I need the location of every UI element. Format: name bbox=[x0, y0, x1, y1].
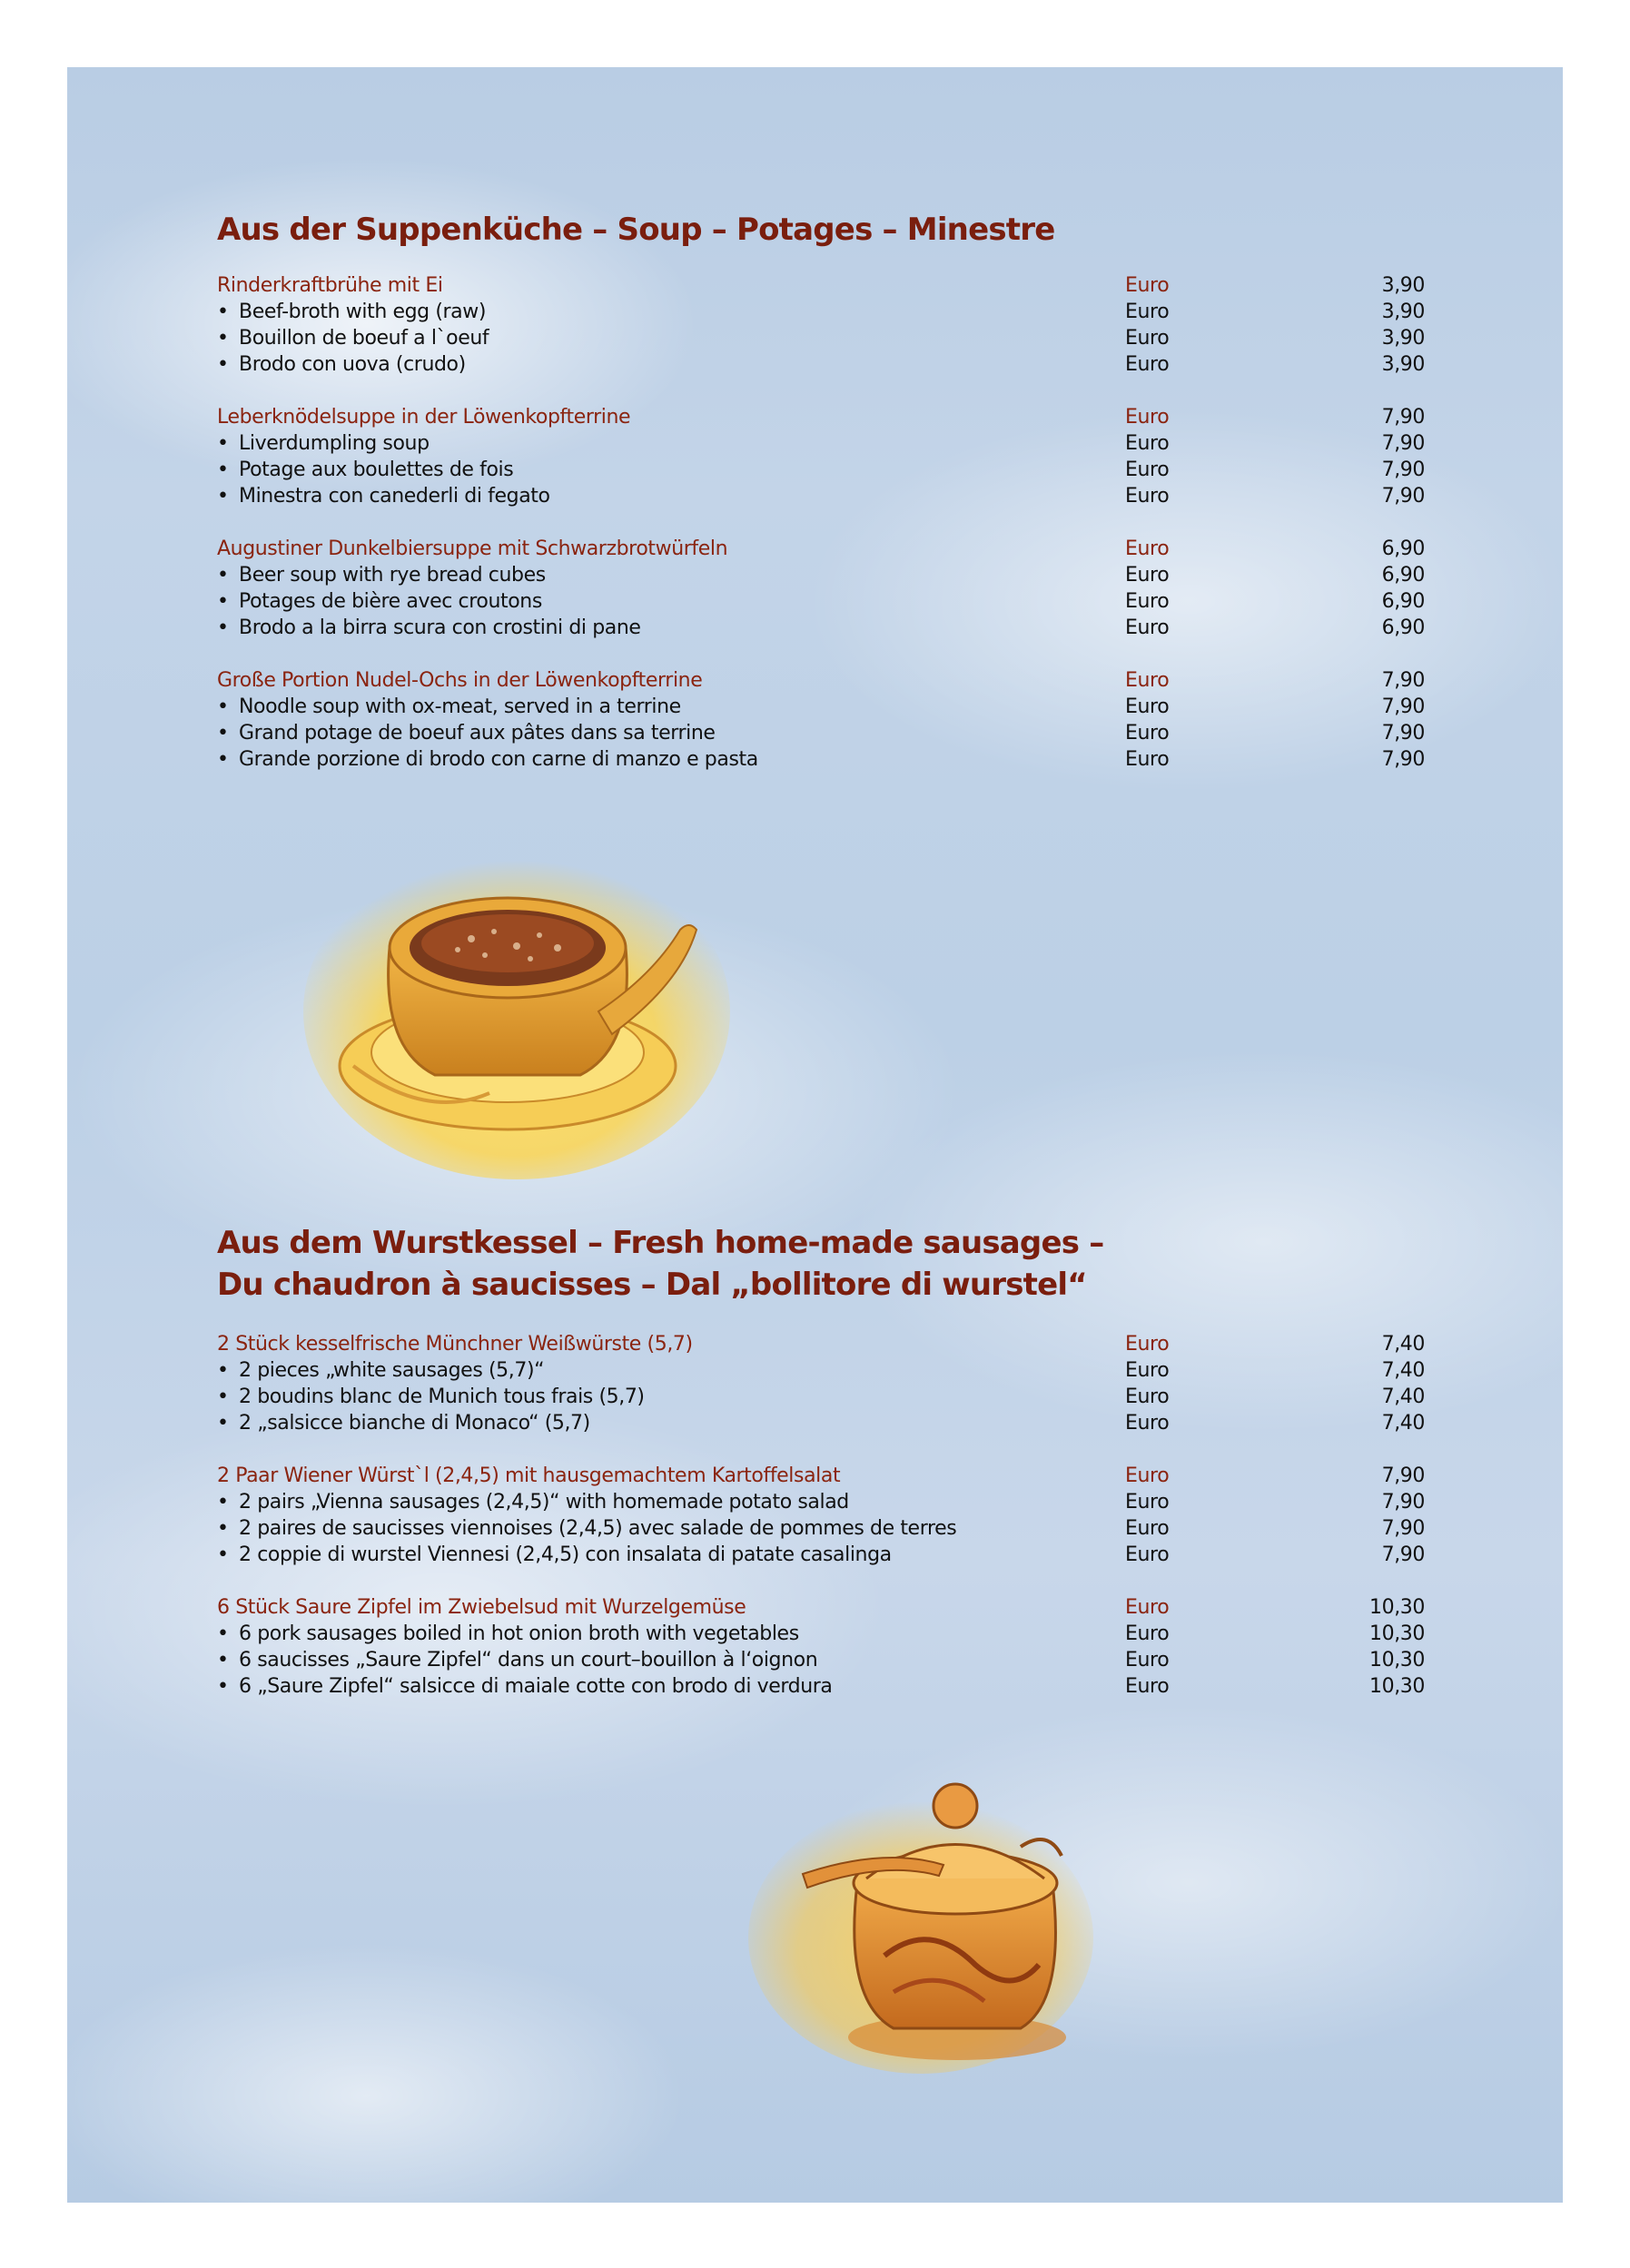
bullet-icon: • bbox=[217, 301, 229, 323]
bullet-icon: • bbox=[217, 695, 229, 718]
sausage-section-title bbox=[217, 1222, 1103, 1306]
bullet-icon: • bbox=[217, 1675, 229, 1698]
bullet-icon: • bbox=[217, 616, 229, 639]
menu-item-translation: • Beer soup with rye bread cubes Euro 6,90 bbox=[217, 564, 1425, 587]
menu-item-translation: • Minestra con canederli di fegato Euro 7,90 bbox=[217, 485, 1425, 508]
bullet-icon: • bbox=[217, 590, 229, 613]
menu-item-heading: 6 Stück Saure Zipfel im Zwiebelsud mit Wurzelgemüse Euro 10,30 bbox=[217, 1596, 1425, 1619]
soup-section-title bbox=[217, 209, 1054, 251]
sausage-title-line-2: Du chaudron à saucisses – Dal „bollitore di wurstel“ bbox=[217, 1267, 1087, 1303]
bullet-icon: • bbox=[217, 459, 229, 481]
menu-item-translation: • Potage aux boulettes de fois Euro 7,90 bbox=[217, 459, 1425, 481]
bullet-icon: • bbox=[217, 432, 229, 455]
sausage-title-line-1: Aus dem Wurstkessel – Fresh home-made sausages – bbox=[217, 1225, 1104, 1261]
menu-item-translation: • 6 pork sausages boiled in hot onion broth with vegetables Euro 10,30 bbox=[217, 1622, 1425, 1645]
menu-item-wiener-wuerstl bbox=[217, 1463, 1425, 1568]
bullet-icon: • bbox=[217, 353, 229, 376]
bullet-icon: • bbox=[217, 564, 229, 587]
bullet-icon: • bbox=[217, 1517, 229, 1540]
menu-item-translation: • Grande porzione di brodo con carne di manzo e pasta Euro 7,90 bbox=[217, 748, 1425, 771]
menu-item-heading: 2 Stück kesselfrische Münchner Weißwürste (5,7) Euro 7,40 bbox=[217, 1333, 1425, 1356]
menu-item-translation: • Brodo a la birra scura con crostini di pane Euro 6,90 bbox=[217, 616, 1425, 639]
bullet-icon: • bbox=[217, 1385, 229, 1408]
menu-item-translation: • Potages de bière avec croutons Euro 6,90 bbox=[217, 590, 1425, 613]
bullet-icon: • bbox=[217, 1543, 229, 1566]
bullet-icon: • bbox=[217, 485, 229, 508]
menu-item-weisswuerste bbox=[217, 1331, 1425, 1436]
menu-item-heading: Leberknödelsuppe in der Löwenkopfterrine Euro 7,90 bbox=[217, 406, 1425, 429]
menu-item-dunkelbiersuppe bbox=[217, 536, 1425, 641]
menu-item-translation: • Grand potage de boeuf aux pâtes dans sa terrine Euro 7,90 bbox=[217, 722, 1425, 744]
menu-item-translation: • Brodo con uova (crudo) Euro 3,90 bbox=[217, 353, 1425, 376]
menu-item-translation: • 6 saucisses „Saure Zipfel“ dans un court–bouillon à l‘oignon Euro 10,30 bbox=[217, 1649, 1425, 1671]
menu-item-translation: • 2 „salsicce bianche di Monaco“ (5,7) Euro 7,40 bbox=[217, 1412, 1425, 1435]
menu-page bbox=[67, 67, 1563, 2203]
bullet-icon: • bbox=[217, 1359, 229, 1382]
bullet-icon: • bbox=[217, 748, 229, 771]
menu-item-rinderkraftbruehe bbox=[217, 272, 1425, 378]
menu-item-heading: Rinderkraftbrühe mit Ei Euro 3,90 bbox=[217, 274, 1425, 297]
menu-item-heading: Augustiner Dunkelbiersuppe mit Schwarzbrotwürfeln Euro 6,90 bbox=[217, 537, 1425, 560]
menu-item-translation: • 6 „Saure Zipfel“ salsicce di maiale cotte con brodo di verdura Euro 10,30 bbox=[217, 1675, 1425, 1698]
menu-item-translation: • Liverdumpling soup Euro 7,90 bbox=[217, 432, 1425, 455]
bullet-icon: • bbox=[217, 327, 229, 350]
bullet-icon: • bbox=[217, 1622, 229, 1645]
menu-item-translation: • 2 boudins blanc de Munich tous frais (5,7) Euro 7,40 bbox=[217, 1385, 1425, 1408]
menu-item-translation: • 2 paires de saucisses viennoises (2,4,5) avec salade de pommes de terres Euro 7,90 bbox=[217, 1517, 1425, 1540]
menu-item-translation: • Noodle soup with ox-meat, served in a terrine Euro 7,90 bbox=[217, 695, 1425, 718]
soup-terrine-illustration bbox=[299, 794, 735, 1184]
menu-item-heading: Große Portion Nudel-Ochs in der Löwenkopfterrine Euro 7,90 bbox=[217, 669, 1425, 692]
soup-title-line-1: Aus der Suppenküche – Soup – Potages – Minestre bbox=[217, 212, 1055, 248]
bullet-icon: • bbox=[217, 1649, 229, 1671]
menu-item-translation: • Bouillon de boeuf a l`oeuf Euro 3,90 bbox=[217, 327, 1425, 350]
bullet-icon: • bbox=[217, 722, 229, 744]
sausage-pot-illustration bbox=[748, 1738, 1111, 2083]
menu-item-translation: • Beef-broth with egg (raw) Euro 3,90 bbox=[217, 301, 1425, 323]
menu-item-translation: • 2 pairs „Vienna sausages (2,4,5)“ with homemade potato salad Euro 7,90 bbox=[217, 1491, 1425, 1514]
menu-item-saure-zipfel bbox=[217, 1594, 1425, 1700]
bullet-icon: • bbox=[217, 1491, 229, 1514]
menu-item-translation: • 2 pieces „white sausages (5,7)“ Euro 7,40 bbox=[217, 1359, 1425, 1382]
bullet-icon: • bbox=[217, 1412, 229, 1435]
menu-item-translation: • 2 coppie di wurstel Viennesi (2,4,5) con insalata di patate casalinga Euro 7,90 bbox=[217, 1543, 1425, 1566]
menu-item-leberknoedelsuppe bbox=[217, 404, 1425, 509]
menu-item-nudel-ochs bbox=[217, 667, 1425, 773]
menu-item-heading: 2 Paar Wiener Würst`l (2,4,5) mit hausgemachtem Kartoffelsalat Euro 7,90 bbox=[217, 1464, 1425, 1487]
